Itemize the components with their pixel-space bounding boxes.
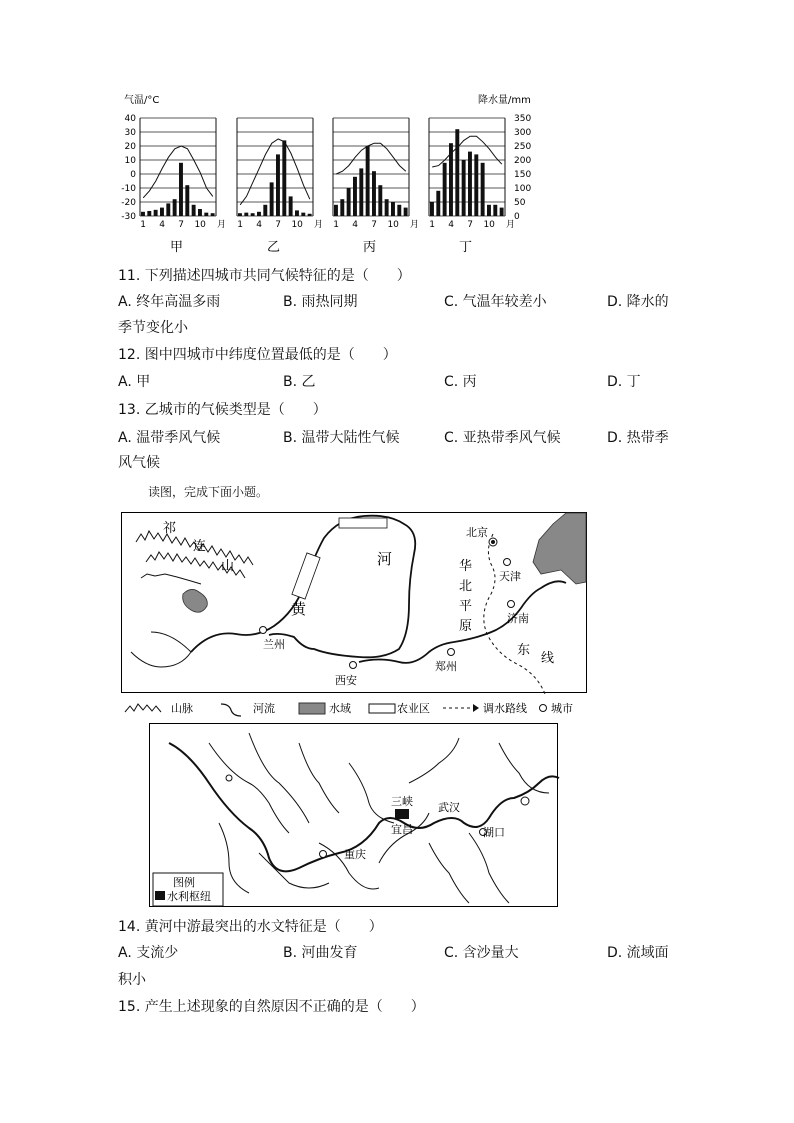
temp-tick: 0	[130, 170, 136, 180]
city-jinan: 济南	[507, 612, 529, 625]
precip-bar	[276, 154, 280, 216]
yellow-river-map	[121, 512, 587, 718]
precip-bar	[493, 205, 497, 216]
precip-axis-label: 降水量/mm	[478, 95, 531, 106]
precip-bar	[385, 199, 389, 216]
precip-bar	[251, 213, 255, 216]
legend-water-icon	[299, 703, 325, 714]
month-tick: 4	[256, 220, 263, 230]
label-huang: 黄	[291, 600, 307, 618]
q13-option-d[interactable]: D. 热带季	[607, 430, 669, 446]
q12-stem: 12. 图中四城市中纬度位置最低的是（ ）	[118, 347, 397, 363]
precip-bar	[340, 199, 344, 216]
climate-panel	[333, 118, 419, 255]
precip-bar	[270, 182, 274, 216]
q13-stem: 13. 乙城市的气候类型是（ ）	[118, 402, 327, 418]
precip-bar	[289, 196, 293, 216]
precip-bar	[353, 177, 357, 216]
precip-bar	[301, 213, 305, 216]
temp-curve	[143, 146, 213, 198]
precip-bar	[160, 208, 164, 216]
precip-bar	[282, 140, 286, 216]
q14-stem: 14. 黄河中游最突出的水文特征是（ ）	[118, 919, 383, 935]
precip-bar	[238, 213, 242, 216]
precip-bar	[391, 202, 395, 216]
month-unit: 月	[314, 220, 324, 230]
month-tick: 7	[178, 220, 185, 230]
month-tick: 4	[448, 220, 455, 230]
label-hua: 华	[459, 559, 473, 574]
precip-bar	[347, 188, 351, 216]
q14-option-c[interactable]: C. 含沙量大	[444, 945, 519, 961]
month-unit: 月	[410, 220, 420, 230]
q11-option-a[interactable]: A. 终年高温多雨	[118, 294, 221, 310]
climate-charts-svg	[110, 88, 550, 268]
precip-bar	[141, 212, 145, 216]
legend-agri-icon	[369, 704, 395, 713]
legend-river: 河流	[253, 702, 275, 715]
panel-name: 甲	[170, 240, 184, 255]
legend-dam-icon	[155, 891, 165, 900]
month-tick: 1	[237, 220, 244, 230]
month-tick: 10	[387, 220, 399, 230]
precip-tick: 250	[514, 142, 532, 152]
month-tick: 4	[352, 220, 359, 230]
q11-option-d[interactable]: D. 降水的	[607, 294, 669, 310]
precip-tick: 200	[514, 156, 532, 166]
city-tianjin: 天津	[499, 570, 521, 583]
precip-bar	[198, 209, 202, 216]
city-xian: 西安	[335, 674, 357, 687]
q13-option-d-cont: 风气候	[118, 455, 160, 471]
city-beijing: 北京	[466, 526, 488, 539]
precip-bar	[147, 211, 151, 216]
jinan-marker	[508, 601, 515, 608]
q12-option-d[interactable]: D. 丁	[607, 374, 641, 390]
q13-option-a[interactable]: A. 温带季风气候	[118, 430, 221, 446]
q14-option-b[interactable]: B. 河曲发育	[283, 945, 358, 961]
precip-bar	[192, 205, 196, 216]
precip-tick: 0	[514, 212, 520, 222]
zhengzhou-marker	[448, 649, 455, 656]
legend-mountain: 山脉	[171, 702, 193, 715]
chart-panels	[140, 118, 515, 255]
precip-bar	[359, 168, 363, 216]
legend-dam: 水利枢纽	[167, 890, 211, 903]
month-tick: 10	[194, 220, 206, 230]
q11-option-c[interactable]: C. 气温年较差小	[444, 294, 547, 310]
q14-option-a[interactable]: A. 支流少	[118, 945, 179, 961]
q14-option-d-cont: 积小	[118, 972, 146, 988]
precip-bar	[378, 185, 382, 216]
xian-marker	[350, 662, 357, 669]
city-chongqing: 重庆	[344, 848, 366, 861]
precip-bar	[474, 154, 478, 216]
precip-bar	[404, 208, 408, 216]
precip-bar	[263, 205, 267, 216]
label-ping: 平	[459, 599, 473, 614]
precip-tick: 300	[514, 128, 532, 138]
label-he: 河	[377, 550, 393, 568]
climate-panel	[429, 118, 515, 255]
precip-bar	[487, 205, 491, 216]
east-marker	[521, 797, 529, 805]
precip-tick: 150	[514, 170, 532, 180]
legend-city: 城市	[551, 702, 573, 715]
temp-curve	[432, 136, 502, 167]
month-tick: 1	[429, 220, 436, 230]
label-shan: 山	[221, 559, 235, 574]
city-zhengzhou: 郑州	[435, 660, 457, 673]
legend-mountain-icon	[125, 704, 161, 712]
q14-option-d[interactable]: D. 流域面	[607, 945, 669, 961]
city-sanxia: 三峡	[391, 795, 413, 808]
month-tick: 7	[275, 220, 282, 230]
temp-tick: 20	[124, 142, 136, 152]
label-dong: 东	[517, 643, 531, 658]
city-wuhan: 武汉	[438, 801, 460, 814]
precip-bar	[468, 152, 472, 216]
precip-bar	[179, 163, 183, 216]
precip-bar	[443, 163, 447, 216]
read-prompt: 读图，完成下面小题。	[148, 485, 269, 499]
city-yichang: 宜昌	[391, 823, 413, 836]
month-tick: 10	[483, 220, 495, 230]
precip-bar	[397, 205, 401, 216]
precip-tick: 50	[514, 198, 526, 208]
temp-tick: -10	[121, 184, 136, 194]
month-unit: 月	[217, 220, 227, 230]
legend-river-icon	[221, 704, 241, 716]
precip-ticks	[514, 114, 531, 222]
climate-panel	[140, 118, 226, 255]
precip-bar	[430, 202, 434, 216]
precip-tick: 100	[514, 184, 532, 194]
label-bei: 北	[459, 579, 473, 594]
precip-bar	[481, 163, 485, 216]
temp-ticks	[121, 114, 136, 222]
month-tick: 10	[291, 220, 303, 230]
precip-bar	[372, 171, 376, 216]
precip-bar	[455, 129, 459, 216]
temp-tick: 40	[124, 114, 136, 124]
month-tick: 7	[467, 220, 474, 230]
q11-option-d-cont: 季节变化小	[118, 320, 188, 336]
city-hukou: 湖口	[483, 826, 505, 839]
yangtze-map-svg	[149, 723, 561, 909]
precip-bar	[204, 213, 208, 216]
precip-bar	[436, 191, 440, 216]
precip-bar	[500, 208, 504, 216]
precip-bar	[308, 214, 312, 216]
month-unit: 月	[506, 220, 516, 230]
q11-stem: 11. 下列描述四城市共同气候特征的是（ ）	[118, 268, 411, 284]
precip-bar	[462, 160, 466, 216]
month-tick: 1	[140, 220, 147, 230]
legend-city-icon	[540, 705, 547, 712]
precip-bar	[154, 210, 158, 216]
precip-bar	[185, 185, 189, 216]
precip-bar	[211, 213, 215, 216]
tianjin-marker	[504, 559, 511, 566]
panel-name: 乙	[267, 240, 281, 255]
precip-bar	[257, 212, 261, 216]
precip-bar	[366, 146, 370, 216]
climate-panel	[237, 118, 323, 255]
temp-tick: -20	[121, 198, 136, 208]
label-xian-line: 线	[541, 651, 555, 666]
q11-option-b[interactable]: B. 雨热同期	[283, 294, 358, 310]
yellow-river-map-svg	[121, 512, 587, 718]
precip-bar	[334, 205, 338, 216]
city-lanzhou: 兰州	[263, 638, 285, 651]
panel-name: 丙	[363, 240, 377, 255]
yangtze-map	[149, 723, 561, 909]
month-tick: 7	[371, 220, 378, 230]
temp-axis-label: 气温/°C	[124, 95, 160, 106]
q12-option-b[interactable]: B. 乙	[283, 374, 316, 390]
temp-curve	[336, 143, 406, 174]
label-lian: 连	[193, 539, 207, 554]
q15-stem: 15. 产生上述现象的自然原因不正确的是（ ）	[118, 999, 425, 1015]
yangtze-legend	[153, 873, 223, 906]
sanxia-dam-icon	[395, 809, 409, 819]
month-tick: 1	[333, 220, 340, 230]
precip-bar	[166, 203, 170, 216]
q12-option-c[interactable]: C. 丙	[444, 374, 477, 390]
legend-route: 调水路线	[483, 702, 527, 715]
climate-charts	[110, 88, 550, 268]
temp-tick: 30	[124, 128, 136, 138]
precip-bar	[295, 210, 299, 216]
lanzhou-marker	[260, 627, 267, 634]
upstream-marker	[226, 775, 232, 781]
temp-tick: -30	[121, 212, 136, 222]
precip-bar	[173, 199, 177, 216]
label-qi: 祁	[163, 521, 177, 536]
legend-agri: 农业区	[397, 702, 430, 715]
q13-option-c[interactable]: C. 亚热带季风气候	[444, 430, 561, 446]
legend-title: 图例	[173, 876, 195, 889]
q12-option-a[interactable]: A. 甲	[118, 374, 151, 390]
chongqing-marker	[320, 851, 327, 858]
yellow-map-legend	[125, 701, 573, 716]
q13-option-b[interactable]: B. 温带大陆性气候	[283, 430, 400, 446]
temp-curve	[240, 139, 310, 205]
label-yuan: 原	[459, 619, 473, 634]
legend-water: 水域	[329, 702, 351, 715]
month-tick: 4	[159, 220, 166, 230]
panel-name: 丁	[459, 240, 473, 255]
temp-tick: 10	[124, 156, 136, 166]
precip-tick: 350	[514, 114, 532, 124]
precip-bar	[244, 213, 248, 216]
